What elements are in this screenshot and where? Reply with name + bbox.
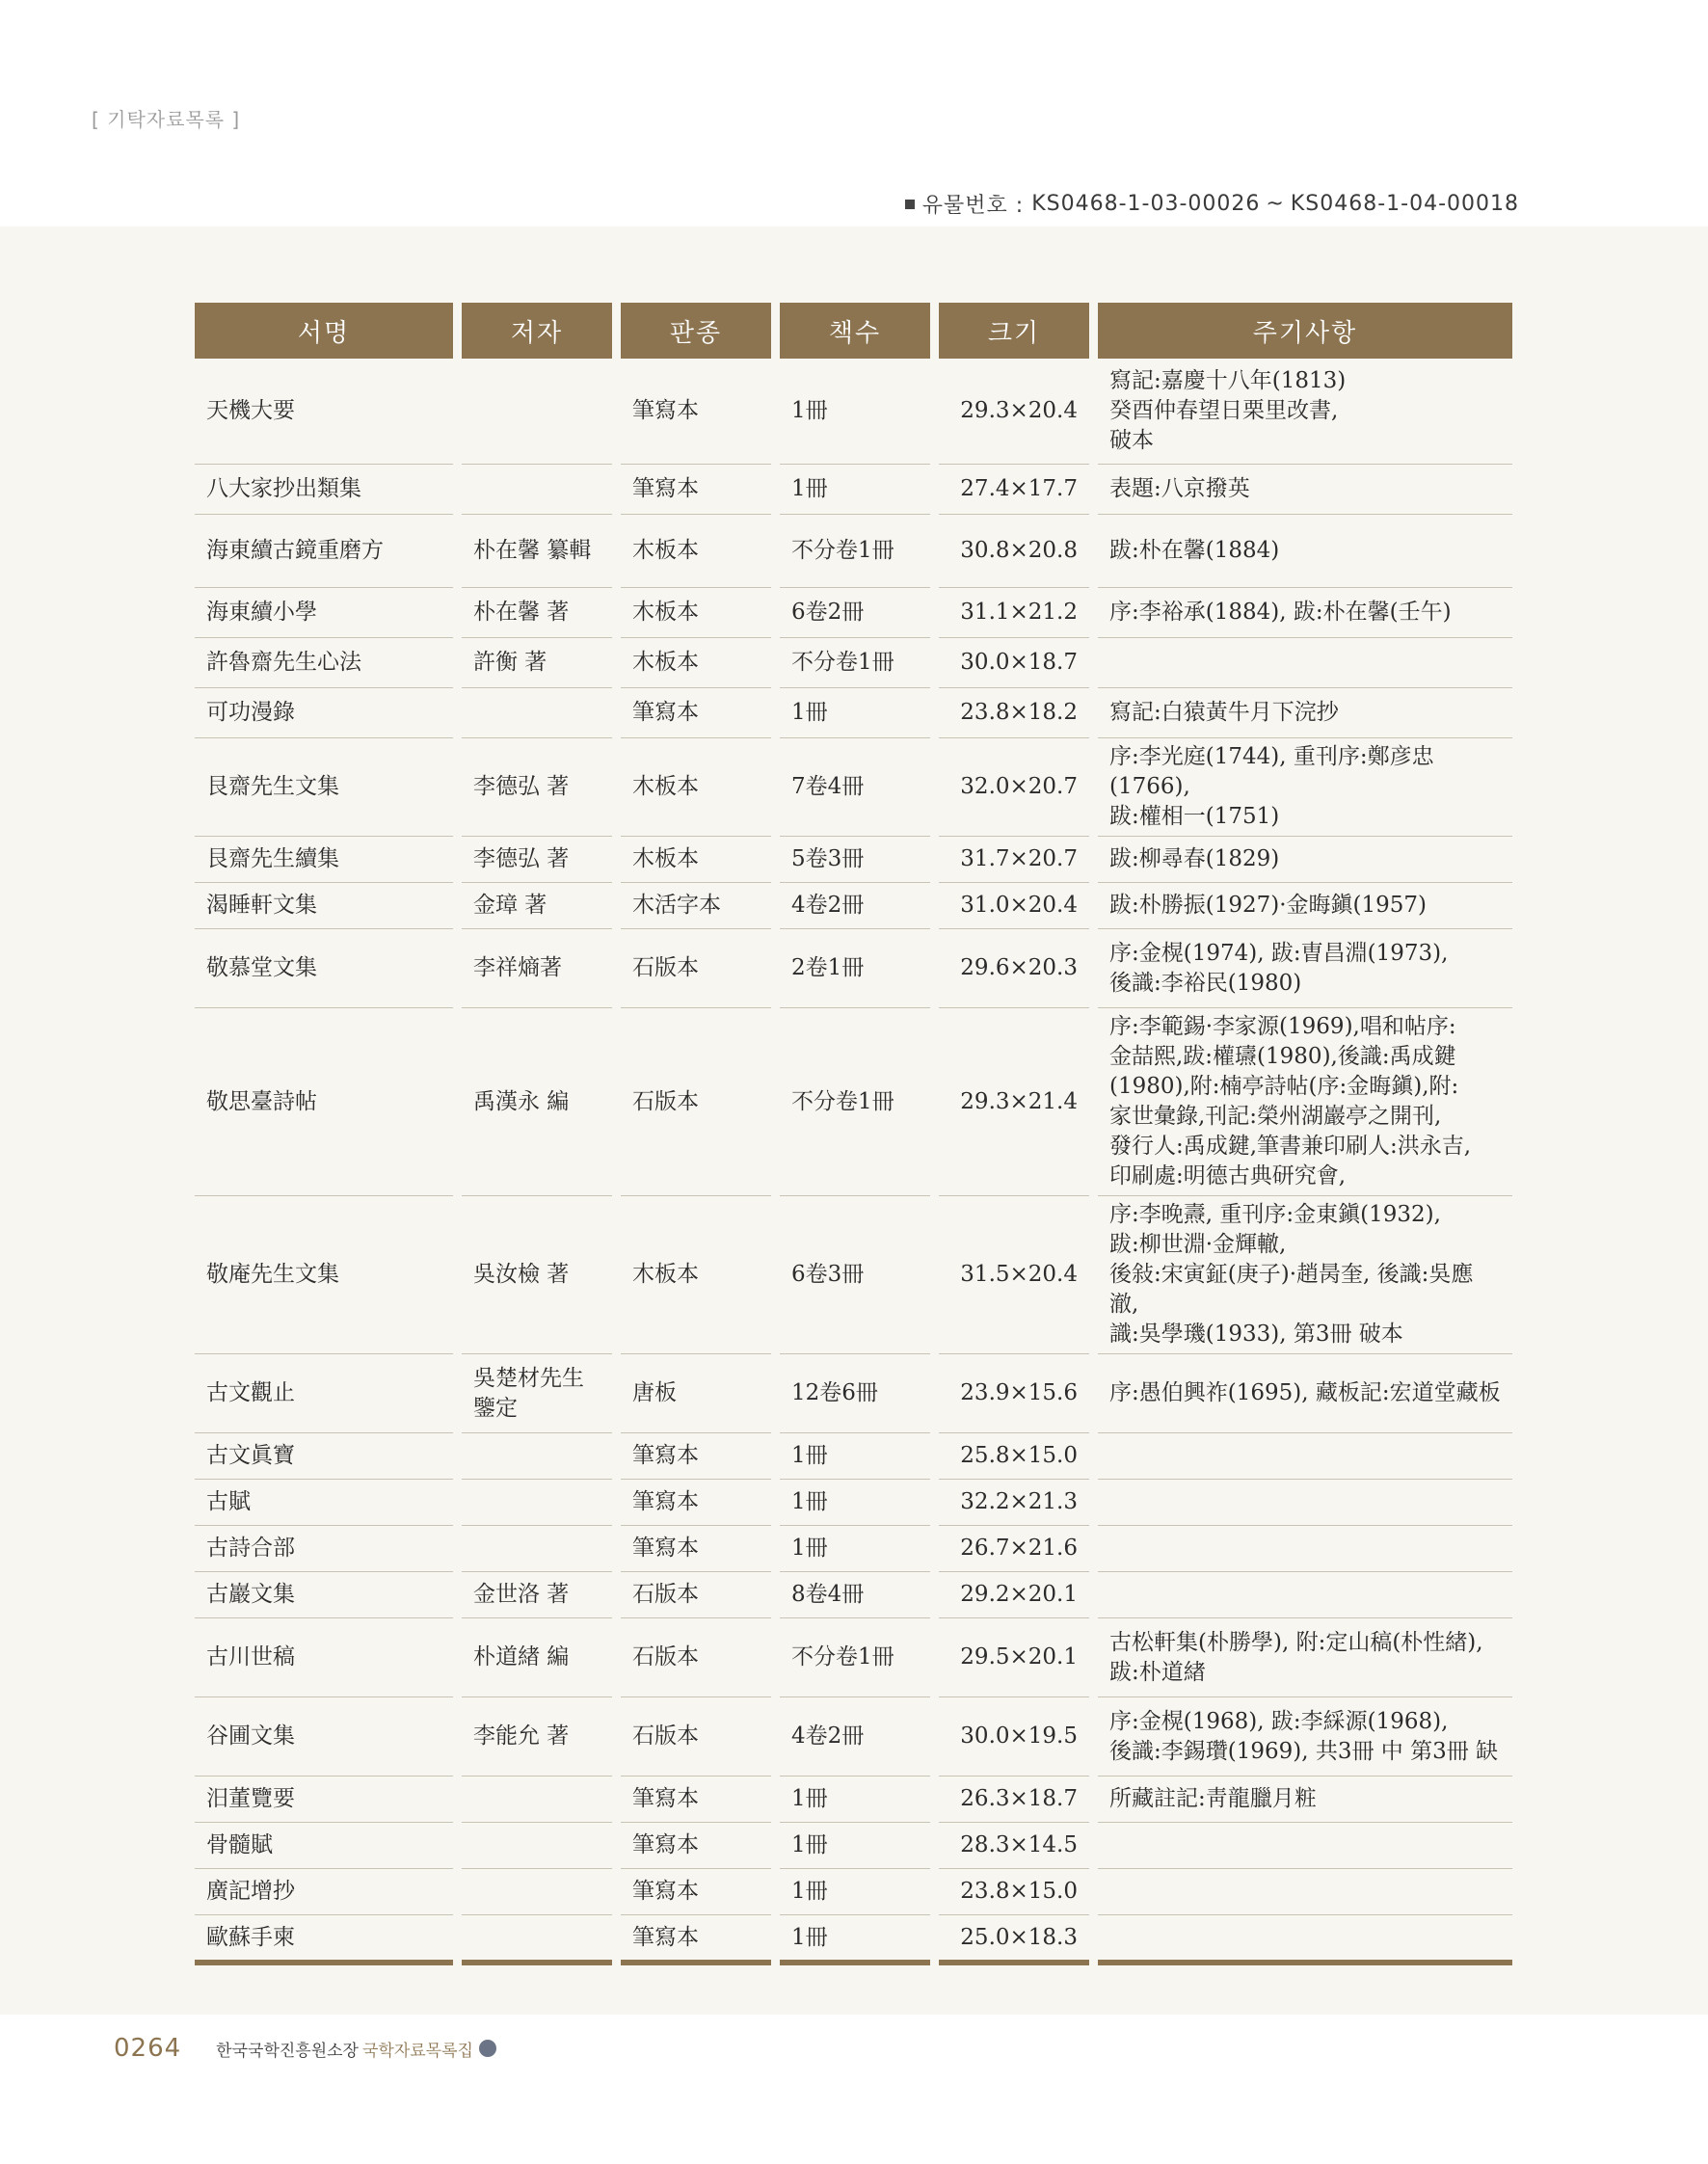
- cell-title: 古詩合部: [195, 1526, 453, 1572]
- cell-volumes: 4卷2冊: [780, 1697, 930, 1777]
- catalog-body: [195, 359, 1512, 1965]
- column-header-volumes: 책수: [780, 303, 930, 359]
- cell-title: 海東續小學: [195, 588, 453, 638]
- cell-title: 敬庵先生文集: [195, 1196, 453, 1354]
- cell-author: [462, 359, 612, 465]
- cell-edition: 石版本: [621, 1618, 771, 1697]
- cell-size: 25.0×18.3: [939, 1915, 1089, 1965]
- cell-volumes: 1冊: [780, 465, 930, 515]
- cell-volumes: 1冊: [780, 1823, 930, 1869]
- cell-volumes: 4卷2冊: [780, 883, 930, 929]
- cell-edition: 唐板: [621, 1354, 771, 1433]
- cell-author: 禹漢永 編: [462, 1008, 612, 1196]
- cell-notes: [1098, 1526, 1512, 1572]
- cell-title: 艮齋先生文集: [195, 738, 453, 837]
- cell-size: 30.0×18.7: [939, 638, 1089, 688]
- cell-size: 31.1×21.2: [939, 588, 1089, 638]
- cell-title: 艮齋先生續集: [195, 837, 453, 883]
- cell-volumes: 1冊: [780, 688, 930, 738]
- cell-author: [462, 1869, 612, 1915]
- cell-volumes: 不分卷1冊: [780, 1008, 930, 1196]
- table-row: [195, 837, 1512, 883]
- cell-size: 23.8×15.0: [939, 1869, 1089, 1915]
- cell-notes: 跋:朴在馨(1884): [1098, 515, 1512, 588]
- cell-volumes: 2卷1冊: [780, 929, 930, 1008]
- cell-notes: 所藏註記:靑龍臘月粧: [1098, 1777, 1512, 1823]
- cell-volumes: 1冊: [780, 359, 930, 465]
- cell-size: 31.5×20.4: [939, 1196, 1089, 1354]
- cell-edition: 木活字本: [621, 883, 771, 929]
- cell-author: [462, 1433, 612, 1480]
- cell-size: 29.2×20.1: [939, 1572, 1089, 1618]
- table-row: [195, 1433, 1512, 1480]
- cell-volumes: 6卷2冊: [780, 588, 930, 638]
- cell-notes: 序:李範錫·李家源(1969),唱和帖序: 金喆熙,跋:權瓙(1980),後識:禹成鍵 (1980),附:楠亭詩帖(序:金晦鎭),附: 家世彙錄,刊記:榮州湖巖亭之開刊, 發行人:禹成鍵,筆書兼印刷人:洪永吉, 印刷處:明德古典研究會,: [1098, 1008, 1512, 1196]
- table-row: [195, 1777, 1512, 1823]
- table-row: [195, 359, 1512, 465]
- cell-size: 31.7×20.7: [939, 837, 1089, 883]
- cell-author: 李能允 著: [462, 1697, 612, 1777]
- cell-notes: [1098, 1572, 1512, 1618]
- cell-author: 李祥熵著: [462, 929, 612, 1008]
- cell-edition: 筆寫本: [621, 1480, 771, 1526]
- column-header-size: 크기: [939, 303, 1089, 359]
- cell-author: 朴在馨 纂輯: [462, 515, 612, 588]
- column-header-notes: 주기사항: [1098, 303, 1512, 359]
- cell-author: 許衡 著: [462, 638, 612, 688]
- table-row: [195, 1618, 1512, 1697]
- cell-size: 31.0×20.4: [939, 883, 1089, 929]
- cell-edition: 筆寫本: [621, 1526, 771, 1572]
- cell-volumes: 1冊: [780, 1433, 930, 1480]
- cell-notes: [1098, 1915, 1512, 1965]
- cell-author: [462, 688, 612, 738]
- cell-edition: 石版本: [621, 1572, 771, 1618]
- cell-title: 古文觀止: [195, 1354, 453, 1433]
- id-to: KS0468-1-04-00018: [1290, 192, 1519, 216]
- cell-title: 敬思臺詩帖: [195, 1008, 453, 1196]
- table-row: [195, 1354, 1512, 1433]
- table-row: [195, 465, 1512, 515]
- cell-author: 金璋 著: [462, 883, 612, 929]
- cell-notes: 寫記:白猿黃牛月下浣抄: [1098, 688, 1512, 738]
- page-footer: [114, 2034, 496, 2063]
- cell-volumes: 5卷3冊: [780, 837, 930, 883]
- cell-size: 26.3×18.7: [939, 1777, 1089, 1823]
- cell-edition: 筆寫本: [621, 1777, 771, 1823]
- table-row: [195, 929, 1512, 1008]
- cell-title: 天機大要: [195, 359, 453, 465]
- cell-size: 26.7×21.6: [939, 1526, 1089, 1572]
- table-header-row: [195, 303, 1512, 359]
- table-row: [195, 883, 1512, 929]
- cell-edition: 石版本: [621, 1008, 771, 1196]
- cell-edition: 石版本: [621, 929, 771, 1008]
- table-row: [195, 1823, 1512, 1869]
- cell-size: 30.0×19.5: [939, 1697, 1089, 1777]
- table-row: [195, 1526, 1512, 1572]
- column-header-edition: 판종: [621, 303, 771, 359]
- cell-author: 李德弘 著: [462, 738, 612, 837]
- id-range-label: 유물번호 :: [921, 194, 1025, 218]
- publication-name: 국학자료목록집: [361, 2041, 473, 2061]
- id-separator: ~: [1266, 192, 1285, 216]
- cell-notes: 古松軒集(朴勝學), 附:定山稿(朴性緖), 跋:朴道緖: [1098, 1618, 1512, 1697]
- cell-notes: [1098, 1433, 1512, 1480]
- cell-title: 八大家抄出類集: [195, 465, 453, 515]
- cell-size: 23.8×18.2: [939, 688, 1089, 738]
- cell-title: 許魯齋先生心法: [195, 638, 453, 688]
- circle-dot-icon: [479, 2040, 496, 2057]
- cell-notes: [1098, 1480, 1512, 1526]
- cell-size: 29.5×20.1: [939, 1618, 1089, 1697]
- cell-volumes: 7卷4冊: [780, 738, 930, 837]
- cell-size: 27.4×17.7: [939, 465, 1089, 515]
- table-row: [195, 1572, 1512, 1618]
- cell-notes: 序:李裕承(1884), 跋:朴在馨(壬午): [1098, 588, 1512, 638]
- cell-edition: 木板本: [621, 515, 771, 588]
- cell-title: 海東續古鏡重磨方: [195, 515, 453, 588]
- cell-size: 32.0×20.7: [939, 738, 1089, 837]
- cell-edition: 筆寫本: [621, 1433, 771, 1480]
- cell-edition: 木板本: [621, 1196, 771, 1354]
- cell-notes: [1098, 1869, 1512, 1915]
- cell-title: 古川世稿: [195, 1618, 453, 1697]
- column-header-title: 서명: [195, 303, 453, 359]
- table-row: [195, 1915, 1512, 1965]
- cell-author: 朴在馨 著: [462, 588, 612, 638]
- cell-edition: 木板本: [621, 738, 771, 837]
- cell-title: 歐蘇手柬: [195, 1915, 453, 1965]
- cell-title: 廣記增抄: [195, 1869, 453, 1915]
- cell-volumes: 8卷4冊: [780, 1572, 930, 1618]
- square-bullet-icon: [905, 200, 915, 209]
- cell-author: [462, 1480, 612, 1526]
- table-row: [195, 588, 1512, 638]
- publisher-name: 한국국학진흥원소장: [216, 2041, 359, 2061]
- cell-notes: 跋:朴勝振(1927)·金晦鎭(1957): [1098, 883, 1512, 929]
- cell-title: 渴睡軒文集: [195, 883, 453, 929]
- cell-edition: 筆寫本: [621, 1869, 771, 1915]
- section-label: [ 기탁자료목록 ]: [92, 108, 241, 131]
- cell-author: [462, 1526, 612, 1572]
- cell-size: 25.8×15.0: [939, 1433, 1089, 1480]
- table-row: [195, 1697, 1512, 1777]
- cell-volumes: 1冊: [780, 1869, 930, 1915]
- cell-edition: 筆寫本: [621, 465, 771, 515]
- cell-title: 古文眞寶: [195, 1433, 453, 1480]
- table-row: [195, 638, 1512, 688]
- cell-title: 谷圃文集: [195, 1697, 453, 1777]
- table-row: [195, 738, 1512, 837]
- cell-author: [462, 1915, 612, 1965]
- cell-notes: 序:金榥(1974), 跋:曺昌淵(1973), 後識:李裕民(1980): [1098, 929, 1512, 1008]
- cell-notes: 序:愚伯興祚(1695), 藏板記:宏道堂藏板: [1098, 1354, 1512, 1433]
- cell-size: 28.3×14.5: [939, 1823, 1089, 1869]
- cell-size: 23.9×15.6: [939, 1354, 1089, 1433]
- cell-author: 吳楚材先生 鑒定: [462, 1354, 612, 1433]
- cell-notes: 序:李晚燾, 重刊序:金東鎭(1932), 跋:柳世淵·金輝轍, 後敍:宋寅鉦(庚子)·趙昺奎, 後識:吳應澈, 識:吳學璣(1933), 第3冊 破本: [1098, 1196, 1512, 1354]
- cell-edition: 筆寫本: [621, 1823, 771, 1869]
- cell-edition: 筆寫本: [621, 688, 771, 738]
- cell-notes: 表題:八京撥英: [1098, 465, 1512, 515]
- cell-notes: [1098, 1823, 1512, 1869]
- table-row: [195, 1196, 1512, 1354]
- cell-author: 李德弘 著: [462, 837, 612, 883]
- cell-title: 敬慕堂文集: [195, 929, 453, 1008]
- cell-notes: 寫記:嘉慶十八年(1813) 癸酉仲春望日栗里改書, 破本: [1098, 359, 1512, 465]
- cell-volumes: 6卷3冊: [780, 1196, 930, 1354]
- catalog-table: [186, 303, 1521, 1965]
- column-header-author: 저자: [462, 303, 612, 359]
- cell-volumes: 1冊: [780, 1915, 930, 1965]
- page-number: 0264: [114, 2034, 182, 2063]
- cell-notes: 序:金榥(1968), 跋:李綵源(1968), 後識:李錫瓚(1969), 共3冊 中 第3冊 缺: [1098, 1697, 1512, 1777]
- cell-edition: 木板本: [621, 638, 771, 688]
- cell-edition: 木板本: [621, 588, 771, 638]
- cell-title: 古賦: [195, 1480, 453, 1526]
- cell-size: 29.3×20.4: [939, 359, 1089, 465]
- cell-edition: 石版本: [621, 1697, 771, 1777]
- cell-volumes: 1冊: [780, 1526, 930, 1572]
- cell-volumes: 1冊: [780, 1777, 930, 1823]
- id-from: KS0468-1-03-00026: [1031, 192, 1261, 216]
- artifact-id-range: [905, 189, 1519, 219]
- cell-title: 可功漫錄: [195, 688, 453, 738]
- cell-volumes: 1冊: [780, 1480, 930, 1526]
- cell-notes: 跋:柳尋春(1829): [1098, 837, 1512, 883]
- cell-title: 古巖文集: [195, 1572, 453, 1618]
- cell-size: 32.2×21.3: [939, 1480, 1089, 1526]
- cell-title: 骨髓賦: [195, 1823, 453, 1869]
- table-row: [195, 1869, 1512, 1915]
- cell-volumes: 12卷6冊: [780, 1354, 930, 1433]
- cell-size: 29.3×21.4: [939, 1008, 1089, 1196]
- cell-edition: 木板本: [621, 837, 771, 883]
- table-row: [195, 1008, 1512, 1196]
- cell-author: 金世洛 著: [462, 1572, 612, 1618]
- cell-notes: 序:李光庭(1744), 重刊序:鄭彦忠(1766), 跋:權相一(1751): [1098, 738, 1512, 837]
- cell-author: 朴道緖 編: [462, 1618, 612, 1697]
- cell-size: 30.8×20.8: [939, 515, 1089, 588]
- cell-author: [462, 465, 612, 515]
- cell-size: 29.6×20.3: [939, 929, 1089, 1008]
- table-row: [195, 1480, 1512, 1526]
- cell-author: [462, 1777, 612, 1823]
- cell-title: 汨董覽要: [195, 1777, 453, 1823]
- cell-author: 吳汝檢 著: [462, 1196, 612, 1354]
- cell-edition: 筆寫本: [621, 359, 771, 465]
- cell-volumes: 不分卷1冊: [780, 638, 930, 688]
- table-row: [195, 688, 1512, 738]
- cell-notes: [1098, 638, 1512, 688]
- cell-volumes: 不分卷1冊: [780, 515, 930, 588]
- table-row: [195, 515, 1512, 588]
- cell-edition: 筆寫本: [621, 1915, 771, 1965]
- cell-author: [462, 1823, 612, 1869]
- cell-volumes: 不分卷1冊: [780, 1618, 930, 1697]
